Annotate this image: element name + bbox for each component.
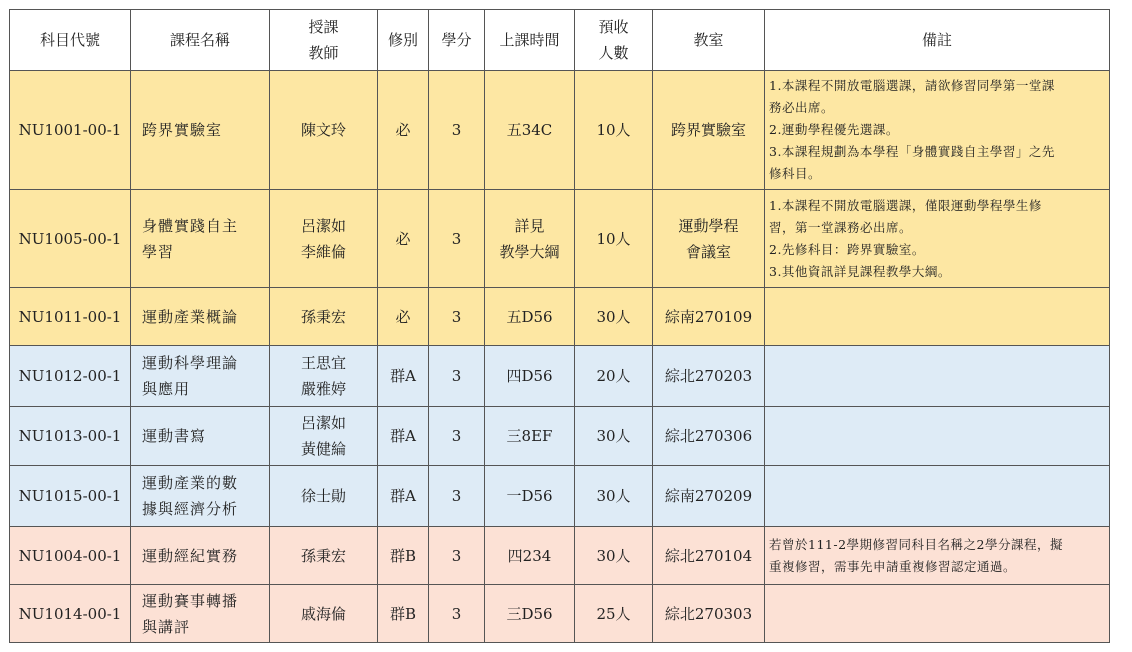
cell-code: NU1015-00-1 (10, 466, 131, 527)
cell-teacher-line: 徐士勛 (300, 487, 346, 505)
table-row (10, 190, 1110, 288)
header-type (378, 10, 429, 71)
cell-time-line: 一D56 (506, 487, 553, 505)
header-text: 上課時間 (499, 31, 560, 49)
cell-credit: 3 (429, 346, 485, 407)
cell-code: NU1014-00-1 (10, 585, 131, 643)
cell-type: 必 (378, 190, 429, 288)
cell-time (485, 71, 575, 190)
cell-room-line: 綜南270209 (664, 487, 753, 505)
cell-type: 群A (378, 407, 429, 466)
cell-course-name-line: 跨界實驗室 (142, 121, 223, 139)
header-code (10, 10, 131, 71)
cell-teacher (270, 190, 378, 288)
cell-time (485, 466, 575, 527)
cell-note (765, 466, 1110, 527)
cell-credit: 3 (429, 71, 485, 190)
cell-code: NU1011-00-1 (10, 288, 131, 346)
table-header-row (10, 10, 1110, 71)
cell-teacher-line: 呂潔如 (300, 216, 346, 235)
cell-course-name-line: 運動經紀實務 (142, 546, 239, 565)
cell-teacher-line: 嚴雅婷 (300, 380, 346, 398)
cell-note-line: 1.本課程不開放電腦選課，請欲修習同學第一堂課 (769, 78, 1055, 93)
cell-teacher-line: 孫秉宏 (300, 546, 346, 565)
header-text: 授課 (308, 18, 339, 36)
table-row (10, 585, 1110, 643)
table-row (10, 71, 1110, 190)
cell-credit: 3 (429, 527, 485, 585)
cell-type: 群B (378, 585, 429, 643)
cell-course-name-line: 運動書寫 (142, 427, 207, 445)
cell-note-line: 重複修習，需事先申請重複修習認定通過。 (769, 558, 1017, 574)
table-row (10, 346, 1110, 407)
cell-credit: 3 (429, 585, 485, 643)
cell-course-name-line: 與應用 (142, 380, 191, 398)
cell-type: 群A (378, 346, 429, 407)
cell-course-name-line: 運動賽事轉播 (142, 591, 239, 610)
cell-room-line: 跨界實驗室 (670, 121, 746, 139)
cell-type: 群A (378, 466, 429, 527)
header-text: 課程名稱 (169, 31, 230, 49)
cell-code: NU1013-00-1 (10, 407, 131, 466)
cell-time (485, 190, 575, 288)
cell-course-name (131, 71, 270, 190)
cell-note (765, 190, 1110, 288)
cell-room (653, 407, 765, 466)
cell-room (653, 288, 765, 346)
cell-time-line: 四D56 (506, 367, 553, 385)
course-table (9, 9, 1110, 643)
cell-teacher (270, 527, 378, 585)
cell-course-name-line: 據與經濟分析 (142, 500, 239, 518)
cell-course-name-line: 學習 (142, 242, 175, 261)
cell-type: 必 (378, 71, 429, 190)
cell-capacity: 25人 (575, 585, 653, 643)
cell-time-line: 四234 (507, 546, 552, 565)
cell-time (485, 288, 575, 346)
header-name (131, 10, 270, 71)
cell-course-name (131, 466, 270, 527)
cell-code: NU1001-00-1 (10, 71, 131, 190)
cell-capacity: 30人 (575, 288, 653, 346)
cell-note-line: 3.其他資訊詳見課程教學大綱。 (769, 263, 951, 279)
cell-room (653, 190, 765, 288)
cell-time (485, 527, 575, 585)
cell-teacher-line: 王思宜 (300, 354, 346, 372)
cell-room-line: 會議室 (685, 242, 731, 261)
header-teacher (270, 10, 378, 71)
cell-teacher (270, 585, 378, 643)
cell-note-line: 2.運動學程優先選課。 (769, 122, 899, 137)
cell-type: 群B (378, 527, 429, 585)
header-text: 教室 (693, 31, 724, 49)
cell-type: 必 (378, 288, 429, 346)
cell-room-line: 綜北270104 (664, 546, 753, 565)
cell-note-line: 若曾於111-2學期修習同科目名稱之2學分課程，擬 (769, 536, 1063, 552)
cell-teacher-line: 戚海倫 (300, 604, 346, 623)
cell-room (653, 346, 765, 407)
cell-time (485, 407, 575, 466)
cell-note (765, 288, 1110, 346)
cell-code: NU1012-00-1 (10, 346, 131, 407)
header-room (653, 10, 765, 71)
cell-course-name (131, 346, 270, 407)
header-note (765, 10, 1110, 71)
cell-room-line: 綜北270306 (664, 427, 753, 445)
cell-capacity: 10人 (575, 190, 653, 288)
cell-time-line: 三8EF (506, 427, 553, 445)
cell-teacher-line: 孫秉宏 (300, 307, 346, 326)
cell-teacher-line: 黃健綸 (300, 440, 346, 458)
table-row (10, 288, 1110, 346)
cell-note-line: 1.本課程不開放電腦選課，僅限運動學程學生修 (769, 197, 1042, 213)
cell-course-name-line: 身體實踐自主 (142, 216, 239, 235)
header-text: 學分 (441, 31, 472, 49)
cell-note (765, 585, 1110, 643)
cell-teacher-line: 呂潔如 (300, 414, 346, 432)
cell-teacher-line: 李維倫 (300, 242, 346, 261)
cell-time (485, 585, 575, 643)
cell-course-name (131, 585, 270, 643)
header-time (485, 10, 575, 71)
cell-teacher (270, 71, 378, 190)
cell-room (653, 585, 765, 643)
cell-course-name-line: 運動產業概論 (142, 307, 239, 326)
cell-teacher (270, 407, 378, 466)
cell-credit: 3 (429, 407, 485, 466)
cell-room (653, 527, 765, 585)
header-text: 科目代號 (39, 31, 100, 49)
cell-course-name-line: 運動科學理論 (142, 354, 239, 372)
cell-time-line: 五D56 (506, 307, 553, 326)
cell-note (765, 71, 1110, 190)
header-text: 修別 (387, 31, 418, 49)
cell-teacher (270, 288, 378, 346)
cell-note-line: 2.先修科目：跨界實驗室。 (769, 241, 925, 257)
cell-capacity: 20人 (575, 346, 653, 407)
cell-note (765, 346, 1110, 407)
cell-room-line: 綜北270203 (664, 367, 753, 385)
header-credit (429, 10, 485, 71)
cell-note-line: 3.本課程規劃為本學程「身體實踐自主學習」之先 (769, 144, 1055, 159)
cell-note (765, 527, 1110, 585)
header-text: 教師 (308, 44, 339, 62)
cell-room (653, 466, 765, 527)
cell-capacity: 10人 (575, 71, 653, 190)
cell-room-line: 綜南270109 (664, 307, 753, 326)
header-capacity (575, 10, 653, 71)
cell-teacher-line: 陳文玲 (300, 121, 346, 139)
cell-note-line: 務必出席。 (769, 100, 835, 115)
cell-course-name (131, 190, 270, 288)
cell-time (485, 346, 575, 407)
cell-room-line: 綜北270303 (664, 604, 753, 623)
header-text: 人數 (598, 44, 629, 62)
cell-capacity: 30人 (575, 407, 653, 466)
header-text: 預收 (598, 18, 629, 36)
cell-time-line: 詳見 (514, 216, 545, 235)
cell-time-line: 教學大綱 (499, 242, 560, 261)
cell-time-line: 三D56 (506, 604, 553, 623)
cell-room (653, 71, 765, 190)
table-row (10, 527, 1110, 585)
cell-time-line: 五34C (506, 121, 553, 139)
table-row (10, 407, 1110, 466)
header-text: 備註 (921, 31, 952, 49)
cell-note-line: 習，第一堂課務必出席。 (769, 219, 913, 235)
cell-credit: 3 (429, 288, 485, 346)
cell-course-name (131, 527, 270, 585)
cell-room-line: 運動學程 (678, 216, 739, 235)
cell-code: NU1005-00-1 (10, 190, 131, 288)
cell-capacity: 30人 (575, 466, 653, 527)
cell-code: NU1004-00-1 (10, 527, 131, 585)
cell-course-name (131, 288, 270, 346)
cell-course-name (131, 407, 270, 466)
cell-credit: 3 (429, 466, 485, 527)
cell-teacher (270, 346, 378, 407)
cell-capacity: 30人 (575, 527, 653, 585)
cell-course-name-line: 與講評 (142, 617, 191, 636)
cell-teacher (270, 466, 378, 527)
cell-note-line: 修科目。 (769, 166, 822, 181)
cell-note (765, 407, 1110, 466)
cell-course-name-line: 運動產業的數 (142, 474, 239, 492)
table-row (10, 466, 1110, 527)
cell-credit: 3 (429, 190, 485, 288)
